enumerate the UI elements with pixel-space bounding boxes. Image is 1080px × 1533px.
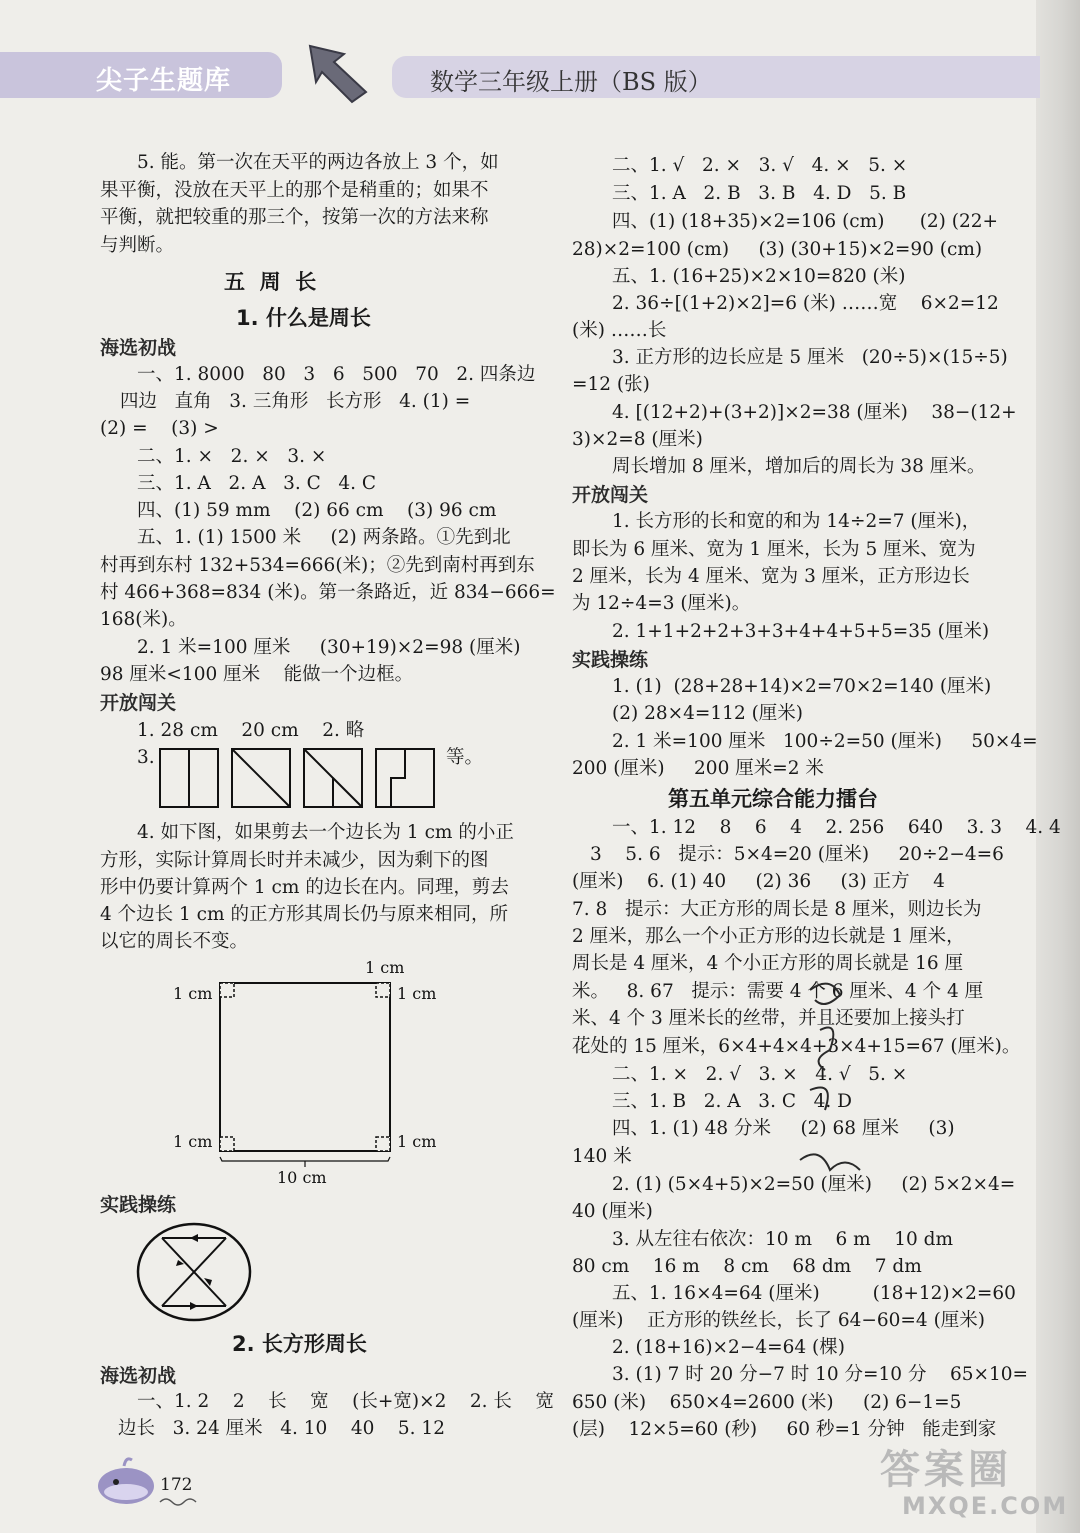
answer-line: 一、1. 2 2 长 宽 (长+宽)×2 2. 长 宽 bbox=[137, 1391, 554, 1412]
answer-line: 80 cm 16 m 8 cm 68 dm 7 dm bbox=[572, 1256, 922, 1277]
answer-line: 米。 8. 67 提示：需要 4 个 6 厘米、4 个 4 厘 bbox=[572, 981, 984, 1002]
answer-line: 三、1. A 2. B 3. B 4. D 5. B bbox=[612, 183, 907, 204]
watermark-logo: 答案圈 bbox=[880, 1447, 1012, 1493]
answer-line: (2) = (3) > bbox=[100, 418, 219, 439]
section-heading: 实践操练 bbox=[100, 1194, 177, 1216]
answer-line: 即长为 6 厘米、宽为 1 厘米，长为 5 厘米、宽为 bbox=[572, 539, 976, 560]
answer-line: 与判断。 bbox=[100, 235, 175, 256]
answer-line: 7. 8 提示：大正方形的周长是 8 厘米，则边长为 bbox=[572, 899, 982, 920]
answer-line: 五、1. (1) 1500 米 (2) 两条路。①先到北 bbox=[137, 527, 511, 548]
unit-title: 第五单元综合能力擂台 bbox=[668, 787, 878, 811]
answer-line: 米、4 个 3 厘米长的丝带，并且还要加上接头打 bbox=[572, 1008, 965, 1029]
answer-line: 4. 如下图，如果剪去一个边长为 1 cm 的小正 bbox=[137, 822, 514, 843]
answer-line: 3. 从左往右依次：10 m 6 m 10 dm bbox=[612, 1229, 954, 1250]
answer-line: 一、1. 12 8 6 4 2. 256 640 3. 3 4. 4 bbox=[612, 817, 1061, 838]
answer-line: 边长 3. 24 厘米 4. 10 40 5. 12 bbox=[118, 1418, 445, 1439]
answer-line: 周长增加 8 厘米，增加后的周长为 38 厘米。 bbox=[612, 456, 986, 477]
answer-line: 五、1. (16+25)×2×10=820 (米) bbox=[612, 266, 906, 287]
brand-title: 尖子生题库 bbox=[96, 66, 232, 96]
answer-line: 650 (米) 650×4=2600 (米) (2) 6−1=5 bbox=[572, 1392, 962, 1413]
answer-line: 形中仍要计算两个 1 cm 的边长在内。同理，剪去 bbox=[100, 877, 509, 898]
figure-label: 1 cm bbox=[173, 1132, 213, 1151]
answer-line: 2. 1+1+2+2+3+3+4+4+5+5=35 (厘米) bbox=[612, 621, 990, 642]
whale-icon bbox=[96, 1450, 160, 1506]
figure-label: 10 cm bbox=[277, 1168, 327, 1187]
answer-line: 2. (1) (5×4+5)×2=50 (厘米) (2) 5×2×4= bbox=[612, 1174, 1016, 1195]
lesson-title: 1. 什么是周长 bbox=[236, 306, 371, 330]
answer-line: (厘米) 6. (1) 40 (2) 36 (3) 正方 4 bbox=[572, 871, 945, 892]
chapter-title: 五 周 长 bbox=[224, 270, 317, 294]
answer-line: 3 5. 6 提示：5×4=20 (厘米) 20÷2−4=6 bbox=[590, 844, 1004, 865]
answer-line: 200 (厘米) 200 厘米=2 米 bbox=[572, 758, 824, 779]
answer-line: 28)×2=100 (cm) (3) (30+15)×2=90 (cm) bbox=[572, 239, 983, 260]
section-heading: 海选初战 bbox=[100, 1365, 177, 1387]
book-spine-shadow bbox=[1036, 0, 1080, 1533]
answer-line: 周长是 4 厘米，4 个小正方形的周长就是 16 厘 bbox=[572, 953, 963, 974]
figure-label: 1 cm bbox=[397, 984, 437, 1003]
cut-square-figures bbox=[155, 745, 440, 811]
answer-line: 2. (18+16)×2−4=64 (棵) bbox=[612, 1337, 845, 1358]
answer-line: 四、1. (1) 48 分米 (2) 68 厘米 (3) bbox=[612, 1118, 955, 1139]
answer-line: 140 米 bbox=[572, 1146, 632, 1167]
answer-line: 2 厘米，那么一个小正方形的边长就是 1 厘米， bbox=[572, 926, 965, 947]
figure-label: 1 cm bbox=[365, 958, 405, 977]
answer-line: 以它的周长不变。 bbox=[100, 931, 249, 952]
answer-line: 3. (1) 7 时 20 分−7 时 10 分=10 分 65×10= bbox=[612, 1364, 1029, 1385]
section-heading: 实践操练 bbox=[572, 649, 649, 671]
answer-line: 四边 直角 3. 三角形 长方形 4. (1) = bbox=[120, 391, 471, 412]
answer-line: 二、1. × 2. √ 3. × 4. √ 5. × bbox=[612, 1064, 908, 1085]
wave-decoration bbox=[158, 1496, 198, 1506]
lesson-title: 2. 长方形周长 bbox=[232, 1332, 367, 1356]
answer-line: 3. 正方形的边长应是 5 厘米 (20÷5)×(15÷5) bbox=[612, 347, 1008, 368]
answer-line: 4 个边长 1 cm 的正方形其周长仍与原来相同，所 bbox=[100, 904, 508, 925]
header-brand-bar bbox=[0, 52, 282, 98]
answer-line: 2. 1 米=100 厘米 (30+19)×2=98 (厘米) bbox=[137, 637, 521, 658]
answer-line: 为 12÷4=3 (厘米)。 bbox=[572, 593, 751, 614]
answer-line: 1. (1) (28+28+14)×2=70×2=140 (厘米) bbox=[612, 676, 992, 697]
arrow-icon bbox=[300, 40, 372, 108]
route-circle-figure bbox=[132, 1218, 257, 1326]
answer-line: 98 厘米<100 厘米 能做一个边框。 bbox=[100, 664, 414, 685]
answer-line: 三、1. A 2. A 3. C 4. C bbox=[137, 473, 377, 494]
answer-line: 4. [(12+2)+(3+2)]×2=38 (厘米) 38−(12+ bbox=[612, 402, 1017, 423]
answer-line: (2) 28×4=112 (厘米) bbox=[612, 703, 804, 724]
answer-line: 四、(1) 59 mm (2) 66 cm (3) 96 cm bbox=[137, 500, 497, 521]
answer-line: (层) 12×5=60 (秒) 60 秒=1 分钟 能走到家 bbox=[572, 1419, 997, 1440]
header-book-bar bbox=[392, 56, 1040, 98]
answer-line: 二、1. × 2. × 3. × bbox=[137, 446, 327, 467]
section-heading: 海选初战 bbox=[100, 337, 177, 359]
answer-line: 5. 能。第一次在天平的两边各放上 3 个，如 bbox=[137, 152, 499, 173]
answer-line: (厘米) 正方形的铁丝长，长了 64−60=4 (厘米) bbox=[572, 1310, 986, 1331]
answer-line: 果平衡，没放在天平上的那个是稍重的；如果不 bbox=[100, 180, 489, 201]
book-title: 数学三年级上册（BS 版） bbox=[430, 68, 712, 96]
figure-label: 1 cm bbox=[173, 984, 213, 1003]
answer-line: 村 466+368=834 (米)。第一条路近，近 834−666= bbox=[100, 582, 556, 603]
answer-line: 二、1. √ 2. × 3. √ 4. × 5. × bbox=[612, 155, 908, 176]
answer-line: 1. 28 cm 20 cm 2. 略 bbox=[137, 720, 365, 741]
watermark-url: MXQE.COM bbox=[902, 1492, 1069, 1520]
answer-line: 1. 长方形的长和宽的和为 14÷2=7 (厘米)， bbox=[612, 511, 981, 532]
answer-line: 3)×2=8 (厘米) bbox=[572, 429, 703, 450]
handwritten-scribble bbox=[770, 970, 890, 1200]
answer-line: =12 (张) bbox=[572, 374, 650, 395]
answer-line: 平衡，就把较重的那三个，按第一次的方法来称 bbox=[100, 207, 489, 228]
answer-line: 四、(1) (18+35)×2=106 (cm) (2) (22+ bbox=[612, 211, 999, 232]
section-heading: 开放闯关 bbox=[100, 692, 177, 714]
answer-line: 方形，实际计算周长时并未减少，因为剩下的图 bbox=[100, 850, 489, 871]
answer-line: 168(米)。 bbox=[100, 609, 187, 630]
answer-line: 村再到东村 132+534=666(米)；②先到南村再到东 bbox=[100, 555, 535, 576]
answer-line: 花处的 15 厘米，6×4+4×4+3×4+15=67 (厘米)。 bbox=[572, 1036, 1021, 1057]
figure-label: 1 cm bbox=[397, 1132, 437, 1151]
answer-line: 一、1. 8000 80 3 6 500 70 2. 四条边 bbox=[137, 364, 536, 385]
page-number: 172 bbox=[160, 1475, 193, 1495]
answer-line: 3. bbox=[137, 747, 155, 768]
answer-line: (米) ……长 bbox=[572, 320, 667, 341]
answer-line: 三、1. B 2. A 3. C 4. D bbox=[612, 1091, 852, 1112]
answer-line: 2 厘米，长为 4 厘米、宽为 3 厘米，正方形边长 bbox=[572, 566, 970, 587]
answer-line: 2. 1 米=100 厘米 100÷2=50 (厘米) 50×4= bbox=[612, 731, 1038, 752]
section-heading: 开放闯关 bbox=[572, 484, 649, 506]
answer-line: 五、1. 16×4=64 (厘米) (18+12)×2=60 bbox=[612, 1283, 1016, 1304]
answer-line: 2. 36÷[(1+2)×2]=6 (米) ……宽 6×2=12 bbox=[612, 293, 999, 314]
etc-label: 等。 bbox=[446, 747, 484, 768]
square-cut-corners-figure bbox=[165, 955, 455, 1190]
answer-line: 40 (厘米) bbox=[572, 1201, 653, 1222]
